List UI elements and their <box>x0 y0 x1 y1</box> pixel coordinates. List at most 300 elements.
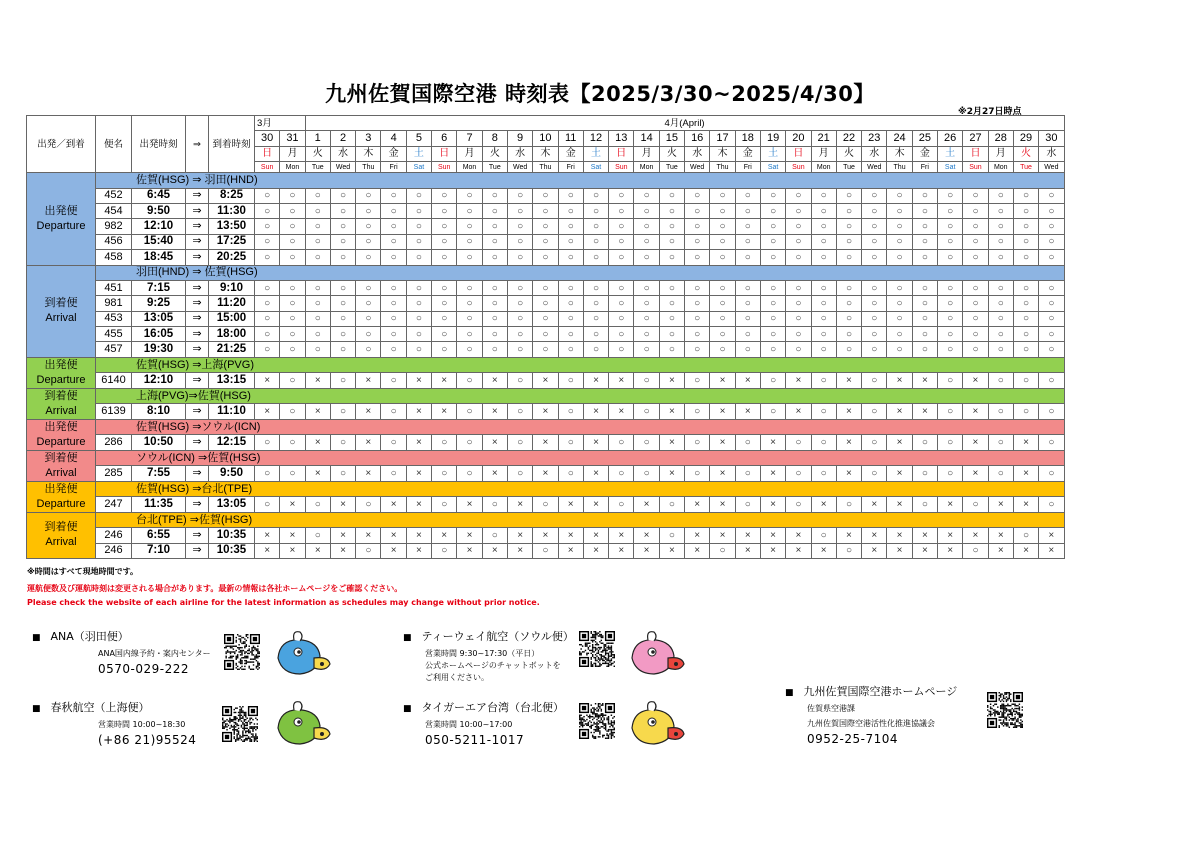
flight-row <box>27 528 1065 543</box>
operating-mark: ○ <box>988 404 1013 420</box>
not-operating-mark: × <box>786 373 811 389</box>
operating-mark: ○ <box>988 188 1013 203</box>
not-operating-mark: × <box>583 373 608 389</box>
not-operating-mark: × <box>406 543 431 558</box>
operating-mark: ○ <box>634 219 659 234</box>
direction-label-ja: 出発便 <box>44 204 78 217</box>
operating-mark: ○ <box>305 280 330 295</box>
day-weekday-ja: 月 <box>280 146 305 161</box>
arrival-time: 13:05 <box>209 497 255 513</box>
operating-mark: ○ <box>912 188 937 203</box>
day-weekday-en: Fri <box>558 162 583 173</box>
operating-mark: ○ <box>406 250 431 265</box>
arrival-time: 11:30 <box>209 203 255 218</box>
day-weekday-ja: 金 <box>558 146 583 161</box>
operating-mark: ○ <box>786 234 811 249</box>
route-header: 台北(TPE) ⇒佐賀(HSG) <box>96 512 1065 527</box>
operating-mark: ○ <box>457 404 482 420</box>
flight-row <box>27 404 1065 420</box>
operating-mark: ○ <box>330 435 355 451</box>
day-number: 5 <box>406 131 431 146</box>
operating-mark: ○ <box>609 188 634 203</box>
operating-mark: ○ <box>609 219 634 234</box>
day-weekday-en: Mon <box>457 162 482 173</box>
day-weekday-en: Mon <box>634 162 659 173</box>
departure-time: 16:05 <box>132 327 186 342</box>
operating-mark: ○ <box>305 311 330 326</box>
flight-row <box>27 342 1065 357</box>
not-operating-mark: × <box>760 497 785 513</box>
qr-code-icon[interactable] <box>987 692 1023 728</box>
operating-mark: ○ <box>912 296 937 311</box>
day-number: 19 <box>760 131 785 146</box>
operating-mark: ○ <box>634 373 659 389</box>
operating-mark: ○ <box>533 327 558 342</box>
operating-mark: ○ <box>685 373 710 389</box>
operating-mark: ○ <box>1013 219 1038 234</box>
operating-mark: ○ <box>710 296 735 311</box>
not-operating-mark: × <box>305 435 330 451</box>
not-operating-mark: × <box>659 435 684 451</box>
day-weekday-ja: 日 <box>963 146 988 161</box>
operating-mark: ○ <box>507 435 532 451</box>
operating-mark: ○ <box>887 234 912 249</box>
operating-mark: ○ <box>988 342 1013 357</box>
operating-mark: ○ <box>786 188 811 203</box>
not-operating-mark: × <box>507 528 532 543</box>
operating-mark: ○ <box>634 250 659 265</box>
flight-row <box>27 543 1065 558</box>
operating-mark: ○ <box>583 311 608 326</box>
day-number: 9 <box>507 131 532 146</box>
operating-mark: ○ <box>482 250 507 265</box>
day-weekday-en: Sun <box>963 162 988 173</box>
day-number: 26 <box>938 131 963 146</box>
operating-mark: ○ <box>457 188 482 203</box>
operating-mark: ○ <box>305 219 330 234</box>
operating-mark: ○ <box>330 327 355 342</box>
operating-mark: ○ <box>862 203 887 218</box>
route-row <box>27 388 1065 404</box>
day-number: 20 <box>786 131 811 146</box>
operating-mark: ○ <box>482 234 507 249</box>
operating-mark: ○ <box>406 311 431 326</box>
operating-mark: ○ <box>836 543 861 558</box>
direction-label-en: Arrival <box>45 312 77 325</box>
arrival-time: 11:20 <box>209 296 255 311</box>
day-number: 15 <box>659 131 684 146</box>
operating-mark: ○ <box>507 466 532 482</box>
operating-mark: ○ <box>912 466 937 482</box>
day-number: 31 <box>280 131 305 146</box>
not-operating-mark: × <box>482 466 507 482</box>
route-header: 上海(PVG)⇒佐賀(HSG) <box>96 388 1065 404</box>
operating-mark: ○ <box>963 327 988 342</box>
departure-time: 13:05 <box>132 311 186 326</box>
operating-mark: ○ <box>406 280 431 295</box>
operating-mark: ○ <box>558 219 583 234</box>
operating-mark: ○ <box>1039 234 1064 249</box>
operating-mark: ○ <box>887 250 912 265</box>
operating-mark: ○ <box>912 342 937 357</box>
not-operating-mark: × <box>760 528 785 543</box>
not-operating-mark: × <box>381 497 406 513</box>
day-weekday-ja: 水 <box>862 146 887 161</box>
day-weekday-ja: 月 <box>634 146 659 161</box>
day-weekday-en: Sat <box>583 162 608 173</box>
departure-time: 11:35 <box>132 497 186 513</box>
operating-mark: ○ <box>609 327 634 342</box>
flight-row <box>27 373 1065 389</box>
arrival-time: 13:50 <box>209 219 255 234</box>
direction-label-ja: 到着便 <box>44 521 78 534</box>
operating-mark: ○ <box>786 311 811 326</box>
operating-mark: ○ <box>735 219 760 234</box>
operating-mark: ○ <box>634 296 659 311</box>
operating-mark: ○ <box>381 219 406 234</box>
operating-mark: ○ <box>381 188 406 203</box>
operating-mark: ○ <box>1039 296 1064 311</box>
direction-label <box>27 173 96 265</box>
arrow-icon: ⇒ <box>186 250 209 265</box>
not-operating-mark: × <box>760 466 785 482</box>
flight-number: 457 <box>96 342 132 357</box>
arrow-icon: ⇒ <box>186 543 209 558</box>
not-operating-mark: × <box>735 543 760 558</box>
operating-mark: ○ <box>862 435 887 451</box>
operating-mark: ○ <box>432 280 457 295</box>
not-operating-mark: × <box>963 404 988 420</box>
operating-mark: ○ <box>507 280 532 295</box>
not-operating-mark: × <box>1013 543 1038 558</box>
qr-code-icon[interactable] <box>579 631 615 667</box>
operating-mark: ○ <box>862 373 887 389</box>
operating-mark: ○ <box>583 250 608 265</box>
operating-mark: ○ <box>685 466 710 482</box>
not-operating-mark: × <box>912 528 937 543</box>
operating-mark: ○ <box>1039 497 1064 513</box>
arrival-time: 9:50 <box>209 466 255 482</box>
day-weekday-en: Thu <box>356 162 381 173</box>
contact-airport-name: 九州佐賀国際空港ホームページ <box>803 685 958 698</box>
operating-mark: ○ <box>255 311 280 326</box>
not-operating-mark: × <box>533 404 558 420</box>
operating-mark: ○ <box>432 296 457 311</box>
operating-mark: ○ <box>938 327 963 342</box>
not-operating-mark: × <box>634 543 659 558</box>
not-operating-mark: × <box>685 543 710 558</box>
operating-mark: ○ <box>963 250 988 265</box>
operating-mark: ○ <box>356 497 381 513</box>
operating-mark: ○ <box>988 311 1013 326</box>
operating-mark: ○ <box>533 188 558 203</box>
not-operating-mark: × <box>862 543 887 558</box>
arrival-time: 17:25 <box>209 234 255 249</box>
operating-mark: ○ <box>685 234 710 249</box>
operating-mark: ○ <box>558 404 583 420</box>
day-number: 23 <box>862 131 887 146</box>
operating-mark: ○ <box>432 219 457 234</box>
operating-mark: ○ <box>381 203 406 218</box>
not-operating-mark: × <box>356 466 381 482</box>
arrow-icon: ⇒ <box>186 296 209 311</box>
operating-mark: ○ <box>988 296 1013 311</box>
operating-mark: ○ <box>1013 296 1038 311</box>
operating-mark: ○ <box>862 466 887 482</box>
day-weekday-ja: 水 <box>330 146 355 161</box>
operating-mark: ○ <box>609 497 634 513</box>
direction-label-ja: 出発便 <box>44 358 78 371</box>
departure-time: 10:50 <box>132 435 186 451</box>
route-row <box>27 265 1065 280</box>
not-operating-mark: × <box>1039 528 1064 543</box>
not-operating-mark: × <box>255 528 280 543</box>
not-operating-mark: × <box>786 543 811 558</box>
flight-number: 453 <box>96 311 132 326</box>
arrow-icon: ⇒ <box>186 466 209 482</box>
departure-time: 6:45 <box>132 188 186 203</box>
day-weekday-ja: 木 <box>356 146 381 161</box>
flight-row <box>27 234 1065 249</box>
operating-mark: ○ <box>912 327 937 342</box>
day-weekday-en: Tue <box>836 162 861 173</box>
not-operating-mark: × <box>482 543 507 558</box>
not-operating-mark: × <box>558 528 583 543</box>
operating-mark: ○ <box>963 296 988 311</box>
operating-mark: ○ <box>963 497 988 513</box>
operating-mark: ○ <box>786 435 811 451</box>
operating-mark: ○ <box>507 219 532 234</box>
day-weekday-ja: 日 <box>609 146 634 161</box>
operating-mark: ○ <box>862 342 887 357</box>
operating-mark: ○ <box>1039 327 1064 342</box>
not-operating-mark: × <box>836 528 861 543</box>
direction-label <box>27 265 96 357</box>
not-operating-mark: × <box>836 466 861 482</box>
operating-mark: ○ <box>280 203 305 218</box>
not-operating-mark: × <box>305 466 330 482</box>
contact-spring-name: 春秋航空（上海便） <box>50 701 150 714</box>
flight-number: 6139 <box>96 404 132 420</box>
departure-time: 15:40 <box>132 234 186 249</box>
operating-mark: ○ <box>760 280 785 295</box>
operating-mark: ○ <box>507 311 532 326</box>
not-operating-mark: × <box>887 404 912 420</box>
operating-mark: ○ <box>583 296 608 311</box>
mascot-green-icon <box>270 698 334 748</box>
day-number: 27 <box>963 131 988 146</box>
operating-mark: ○ <box>786 219 811 234</box>
not-operating-mark: × <box>685 528 710 543</box>
operating-mark: ○ <box>330 203 355 218</box>
operating-mark: ○ <box>710 543 735 558</box>
day-number: 11 <box>558 131 583 146</box>
day-weekday-ja: 土 <box>760 146 785 161</box>
operating-mark: ○ <box>786 466 811 482</box>
departure-time: 7:15 <box>132 280 186 295</box>
operating-mark: ○ <box>1013 327 1038 342</box>
contact-tway-name: ティーウェイ航空（ソウル便） <box>421 630 574 643</box>
operating-mark: ○ <box>280 280 305 295</box>
departure-time: 12:10 <box>132 219 186 234</box>
operating-mark: ○ <box>634 280 659 295</box>
note-local-time: ※時間はすべて現地時間です。 <box>27 567 138 576</box>
not-operating-mark: × <box>583 543 608 558</box>
operating-mark: ○ <box>760 404 785 420</box>
route-header: 佐賀(HSG) ⇒上海(PVG) <box>96 357 1065 373</box>
direction-label <box>27 512 96 558</box>
operating-mark: ○ <box>659 497 684 513</box>
flight-row <box>27 219 1065 234</box>
day-number: 7 <box>457 131 482 146</box>
direction-label-en: Departure <box>36 219 86 232</box>
operating-mark: ○ <box>710 311 735 326</box>
day-weekday-ja: 火 <box>659 146 684 161</box>
operating-mark: ○ <box>735 188 760 203</box>
day-weekday-ja: 土 <box>406 146 431 161</box>
operating-mark: ○ <box>836 280 861 295</box>
contact-spring-sub: 営業時間 10:00~18:30 <box>98 720 186 729</box>
operating-mark: ○ <box>432 466 457 482</box>
flight-row <box>27 188 1065 203</box>
not-operating-mark: × <box>583 404 608 420</box>
operating-mark: ○ <box>507 188 532 203</box>
operating-mark: ○ <box>862 219 887 234</box>
arrival-time: 12:15 <box>209 435 255 451</box>
operating-mark: ○ <box>963 203 988 218</box>
operating-mark: ○ <box>507 404 532 420</box>
arrow-icon: ⇒ <box>186 203 209 218</box>
arrow-icon: ⇒ <box>186 435 209 451</box>
operating-mark: ○ <box>330 188 355 203</box>
operating-mark: ○ <box>836 203 861 218</box>
operating-mark: ○ <box>280 466 305 482</box>
not-operating-mark: × <box>685 497 710 513</box>
operating-mark: ○ <box>457 311 482 326</box>
operating-mark: ○ <box>811 296 836 311</box>
departure-time: 7:55 <box>132 466 186 482</box>
route-row <box>27 481 1065 497</box>
not-operating-mark: × <box>710 528 735 543</box>
operating-mark: ○ <box>735 203 760 218</box>
operating-mark: ○ <box>912 435 937 451</box>
operating-mark: ○ <box>482 311 507 326</box>
not-operating-mark: × <box>659 543 684 558</box>
operating-mark: ○ <box>507 327 532 342</box>
day-weekday-en: Wed <box>507 162 532 173</box>
qr-code-icon[interactable] <box>224 634 260 670</box>
operating-mark: ○ <box>356 296 381 311</box>
not-operating-mark: × <box>836 373 861 389</box>
day-weekday-ja: 金 <box>381 146 406 161</box>
not-operating-mark: × <box>406 435 431 451</box>
day-number: 3 <box>356 131 381 146</box>
operating-mark: ○ <box>1039 219 1064 234</box>
qr-code-icon[interactable] <box>579 703 615 739</box>
flight-number: 451 <box>96 280 132 295</box>
operating-mark: ○ <box>558 327 583 342</box>
operating-mark: ○ <box>710 342 735 357</box>
not-operating-mark: × <box>887 373 912 389</box>
day-number: 24 <box>887 131 912 146</box>
operating-mark: ○ <box>659 311 684 326</box>
day-number: 13 <box>609 131 634 146</box>
operating-mark: ○ <box>507 342 532 357</box>
route-row <box>27 357 1065 373</box>
operating-mark: ○ <box>330 219 355 234</box>
operating-mark: ○ <box>356 250 381 265</box>
operating-mark: ○ <box>1013 280 1038 295</box>
operating-mark: ○ <box>912 234 937 249</box>
flight-row <box>27 280 1065 295</box>
arrival-time: 21:25 <box>209 342 255 357</box>
not-operating-mark: × <box>406 497 431 513</box>
flight-number: 455 <box>96 327 132 342</box>
day-number: 1 <box>305 131 330 146</box>
operating-mark: ○ <box>988 219 1013 234</box>
operating-mark: ○ <box>862 404 887 420</box>
not-operating-mark: × <box>432 404 457 420</box>
operating-mark: ○ <box>280 373 305 389</box>
not-operating-mark: × <box>305 404 330 420</box>
not-operating-mark: × <box>330 543 355 558</box>
not-operating-mark: × <box>609 543 634 558</box>
day-weekday-en: Tue <box>659 162 684 173</box>
operating-mark: ○ <box>255 250 280 265</box>
arrow-icon: ⇒ <box>186 404 209 420</box>
operating-mark: ○ <box>1039 203 1064 218</box>
operating-mark: ○ <box>1013 188 1038 203</box>
not-operating-mark: × <box>887 466 912 482</box>
operating-mark: ○ <box>280 219 305 234</box>
not-operating-mark: × <box>507 543 532 558</box>
contact-ana-name: ANA（羽田便） <box>50 630 129 643</box>
operating-mark: ○ <box>836 219 861 234</box>
operating-mark: ○ <box>1039 466 1064 482</box>
day-weekday-en: Wed <box>330 162 355 173</box>
operating-mark: ○ <box>862 311 887 326</box>
departure-time: 12:10 <box>132 373 186 389</box>
contact-tiger <box>403 699 564 747</box>
operating-mark: ○ <box>1039 342 1064 357</box>
not-operating-mark: × <box>988 497 1013 513</box>
operating-mark: ○ <box>760 311 785 326</box>
not-operating-mark: × <box>1039 543 1064 558</box>
operating-mark: ○ <box>659 280 684 295</box>
arrival-time: 13:15 <box>209 373 255 389</box>
day-number: 30 <box>255 131 280 146</box>
qr-code-icon[interactable] <box>222 706 258 742</box>
operating-mark: ○ <box>938 234 963 249</box>
not-operating-mark: × <box>710 466 735 482</box>
day-weekday-ja: 土 <box>938 146 963 161</box>
operating-mark: ○ <box>457 435 482 451</box>
contact-airport <box>785 683 957 746</box>
operating-mark: ○ <box>432 203 457 218</box>
operating-mark: ○ <box>760 203 785 218</box>
day-weekday-ja: 日 <box>432 146 457 161</box>
operating-mark: ○ <box>330 466 355 482</box>
day-weekday-ja: 木 <box>887 146 912 161</box>
operating-mark: ○ <box>432 327 457 342</box>
not-operating-mark: × <box>356 373 381 389</box>
timetable <box>26 115 1065 559</box>
operating-mark: ○ <box>583 219 608 234</box>
day-weekday-ja: 土 <box>583 146 608 161</box>
not-operating-mark: × <box>583 466 608 482</box>
operating-mark: ○ <box>356 327 381 342</box>
note-schedule-change-en: Please check the website of each airline for the latest information as schedules may change without prior notice. <box>27 598 540 607</box>
